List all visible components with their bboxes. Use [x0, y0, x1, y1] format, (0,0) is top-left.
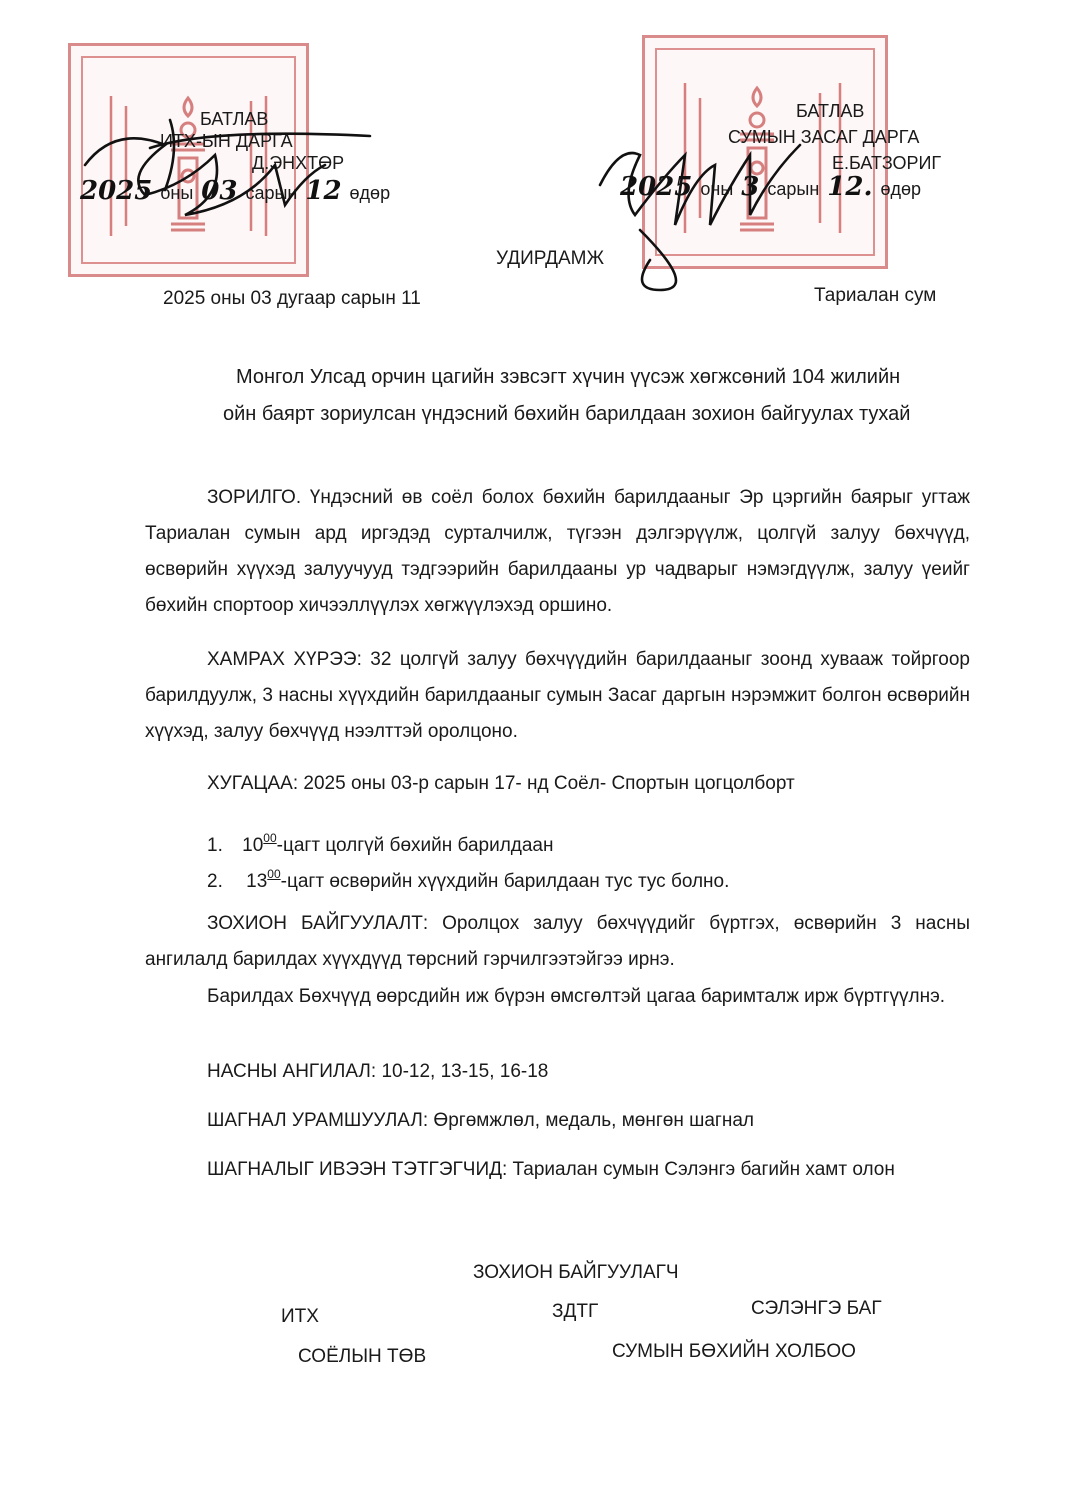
approval-position: СУМЫН ЗАСАГ ДАРГА: [728, 127, 920, 147]
approval-name: Е.БАТЗОРИГ: [832, 153, 942, 173]
schedule-item: [207, 862, 729, 894]
age-categories-line: НАСНЫ АНГИЛАЛ: 10-12, 13-15, 16-18: [207, 1061, 549, 1082]
schedule-item: [207, 826, 554, 858]
organizer-zdtg: ЗДТГ: [552, 1301, 599, 1322]
schedule-text: -цагт өсвөрийн хүүхдийн барилдаан тус тус болно.: [280, 871, 730, 892]
month-suffix: сарын: [245, 183, 298, 203]
organizer-ith: ИТХ: [281, 1306, 319, 1327]
approval-word: БАТЛАВ: [796, 101, 865, 121]
approval-name: Д.ЭНХТӨР: [252, 153, 345, 173]
sponsors-line: ШАГНАЛЫГ ИВЭЭН ТЭТГЭГЧИД: Тариалан сумын Сэлэнгэ багийн хамт олон: [207, 1159, 895, 1180]
schedule-number: 1.: [207, 835, 223, 856]
schedule-text: -цагт цолгүй бөхийн барилдаан: [276, 835, 554, 856]
organizer-selenge: СЭЛЭНГЭ БАГ: [751, 1298, 882, 1319]
approval-date-left: [80, 176, 391, 206]
handwritten-year: 2025: [620, 172, 693, 202]
schedule-minutes: 00: [263, 831, 277, 845]
approval-block-right: [728, 100, 941, 174]
time-line: ХУГАЦАА: 2025 оны 03-р сарын 17- нд Соёл- Спортын цогцолборт: [207, 773, 795, 794]
document-title-line-1: Монгол Улсад орчин цагийн зэвсэгт хүчин үүсэж хөгжсөний 104 жилийн: [236, 366, 901, 388]
scope-paragraph: ХАМРАХ ХҮРЭЭ: 32 цолгүй залуу бөхчүүдийн барилдааныг зоонд хувааж тойргоор барилдуулж, 3 насны хүүхдийн барилдааныг сумын Засаг даргын нэрэмжит болгон өсвөрийн хүүхэд, залуу бөхчүүд нээлттэй оролцоно.: [145, 649, 970, 742]
document-date: 2025 оны 03 дугаар сарын 11: [163, 288, 421, 309]
approval-date-right: [620, 172, 922, 202]
handwritten-month: 3: [741, 172, 760, 202]
handwritten-month: 03: [201, 176, 238, 206]
document-place: Тариалан сум: [814, 285, 937, 306]
document-type: УДИРДАМЖ: [496, 248, 605, 269]
organizer-wrestling-federation: СУМЫН БӨХИЙН ХОЛБОО: [612, 1341, 856, 1362]
registration-paragraph: Барилдах Бөхчүүд өөрсдийн иж бүрэн өмсгөлтэй цагаа баримталж ирж бүртгүүлнэ.: [207, 986, 946, 1007]
awards-line: ШАГНАЛ УРАМШУУЛАЛ: Өргөмжлөл, медаль, мөнгөн шагнал: [207, 1110, 755, 1131]
day-suffix: өдөр: [880, 179, 922, 199]
approval-block-left: [160, 108, 344, 174]
handwritten-day: 12.: [827, 172, 873, 202]
schedule-minutes: 00: [267, 867, 281, 881]
approval-word: БАТЛАВ: [200, 109, 269, 129]
schedule-hour: 13: [246, 871, 268, 892]
handwritten-day: 12: [305, 176, 342, 206]
organization-paragraph: ЗОХИОН БАЙГУУЛАЛТ: Оролцох залуу бөхчүүдийг бүртгэх, өсвөрийн 3 насны ангилалд барилдах хүүхдүүд төрсний гэрчилгээтэйгээ ирнэ.: [145, 913, 970, 970]
handwritten-year: 2025: [80, 176, 153, 206]
year-suffix: оны: [700, 179, 734, 199]
schedule-hour: 10: [242, 835, 264, 856]
schedule-number: 2.: [207, 871, 223, 892]
organizer-culture-center: СОЁЛЫН ТӨВ: [298, 1346, 427, 1367]
month-suffix: сарын: [767, 179, 820, 199]
year-suffix: оны: [160, 183, 194, 203]
organizer-heading: ЗОХИОН БАЙГУУЛАГЧ: [473, 1262, 679, 1283]
goal-paragraph: ЗОРИЛГО. Үндэсний өв соёл болох бөхийн барилдааныг Эр цэргийн баярыг угтаж Тариалан сумын ард иргэдэд сурталчилж, түгээн дэлгэрүүлж, цолгүй залуу бөхчүүд, өсвөрийн хүүхэд залуучууд тэдгээрийн барилдааны ур чадварыг нэмэгдүүлж, залуу үеийг бөхийн спортоор хичээллүүлэх хөгжүүлэхэд оршино.: [145, 487, 970, 616]
day-suffix: өдөр: [349, 183, 391, 203]
document-title-line-2: ойн баярт зориулсан үндэсний бөхийн барилдаан зохион байгуулах тухай: [223, 403, 911, 425]
approval-position: ИТХ-ЫН ДАРГА: [160, 131, 293, 151]
